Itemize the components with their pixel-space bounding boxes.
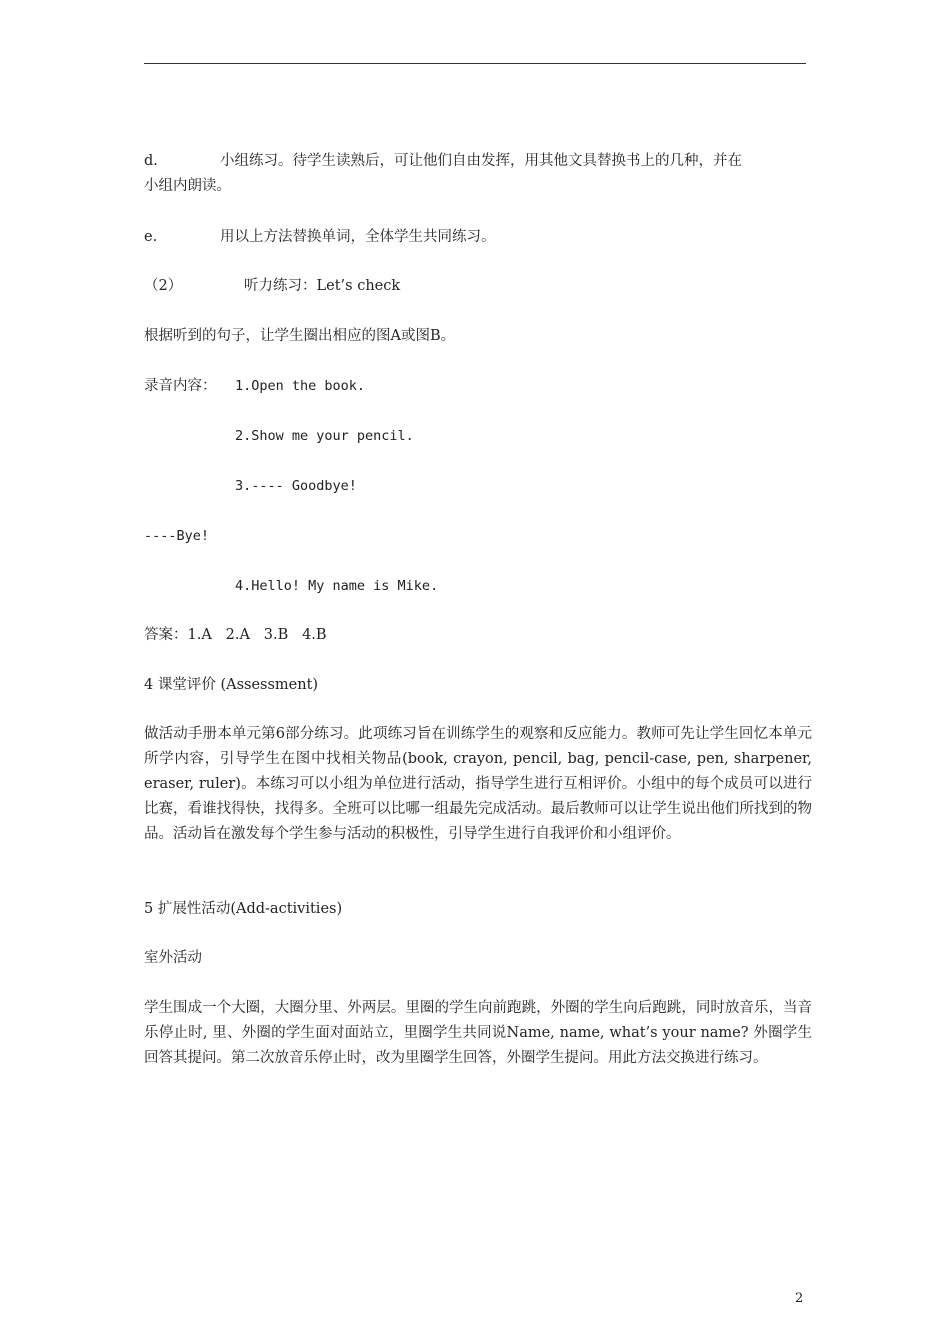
recording-sentence-3: 3.---- Goodbye! <box>235 478 357 494</box>
recording-sentence-1: 1.Open the book. <box>235 378 366 394</box>
section-2-title: 听力练习：Let’s check <box>244 278 401 294</box>
section-4-heading: 4 课堂评价 (Assessment) <box>144 677 319 693</box>
answers-line: 答案：1.A 2.A 3.B 4.B <box>144 627 327 643</box>
recording-line-1 <box>144 376 365 396</box>
section-4-paragraph: 做活动手册本单元第6部分练习。此项练习旨在训练学生的观察和反应能力。教师可先让学生回忆本单元所学内容，引导学生在图中找相关物品(book, crayon, pencil, bag, pencil-case, pen, sharpener, eraser, ruler)。本练习可以小组为单位进行活动，指导学生进行互相评价。小组中的每个成员可以进行比赛，看谁找得快，找得多。全班可以比哪一组最先完成活动。最后教师可以让学生说出他们所找到的物品。活动旨在激发每个学生参与活动的积极性，引导学生进行自我评价和小组评价。 <box>144 726 812 842</box>
header-rule <box>144 63 806 64</box>
item-d-line-1 <box>144 151 742 171</box>
section-2-marker: （2） <box>144 278 183 294</box>
recording-label: 录音内容： <box>144 378 217 394</box>
recording-sentence-3-reply: ----Bye! <box>144 528 210 544</box>
section-5-subheading: 室外活动 <box>144 950 202 966</box>
section-5-paragraph: 学生围成一个大圈，大圈分里、外两层。里圈的学生向前跑跳，外圈的学生向后跑跳，同时放音乐，当音乐停止时, 里、外圈的学生面对面站立，里圈学生共同说Name, name, what’s your name? 外圈学生回答其提问。第二次放音乐停止时，改为里圈学生回答，外圈学生提问。用此方法交换进行练习。 <box>144 1000 812 1066</box>
section-5-heading: 5 扩展性活动(Add-activities) <box>144 901 343 917</box>
listen-instruction: 根据听到的句子，让学生圈出相应的图A或图B。 <box>144 328 456 344</box>
item-e-marker: e. <box>144 229 158 245</box>
item-e-line <box>144 227 496 247</box>
section-2-heading <box>144 276 400 296</box>
recording-sentence-2: 2.Show me your pencil. <box>235 428 414 444</box>
item-d-marker: d. <box>144 153 158 169</box>
page-number: 2 <box>795 1291 804 1306</box>
item-d-text: 小组练习。待学生读熟后，可让他们自由发挥，用其他文具替换书上的几种，并在 <box>220 153 742 169</box>
item-e-text: 用以上方法替换单词，全体学生共同练习。 <box>220 229 496 245</box>
recording-sentence-4: 4.Hello! My name is Mike. <box>235 578 439 594</box>
item-d-line-2: 小组内朗读。 <box>144 178 231 194</box>
